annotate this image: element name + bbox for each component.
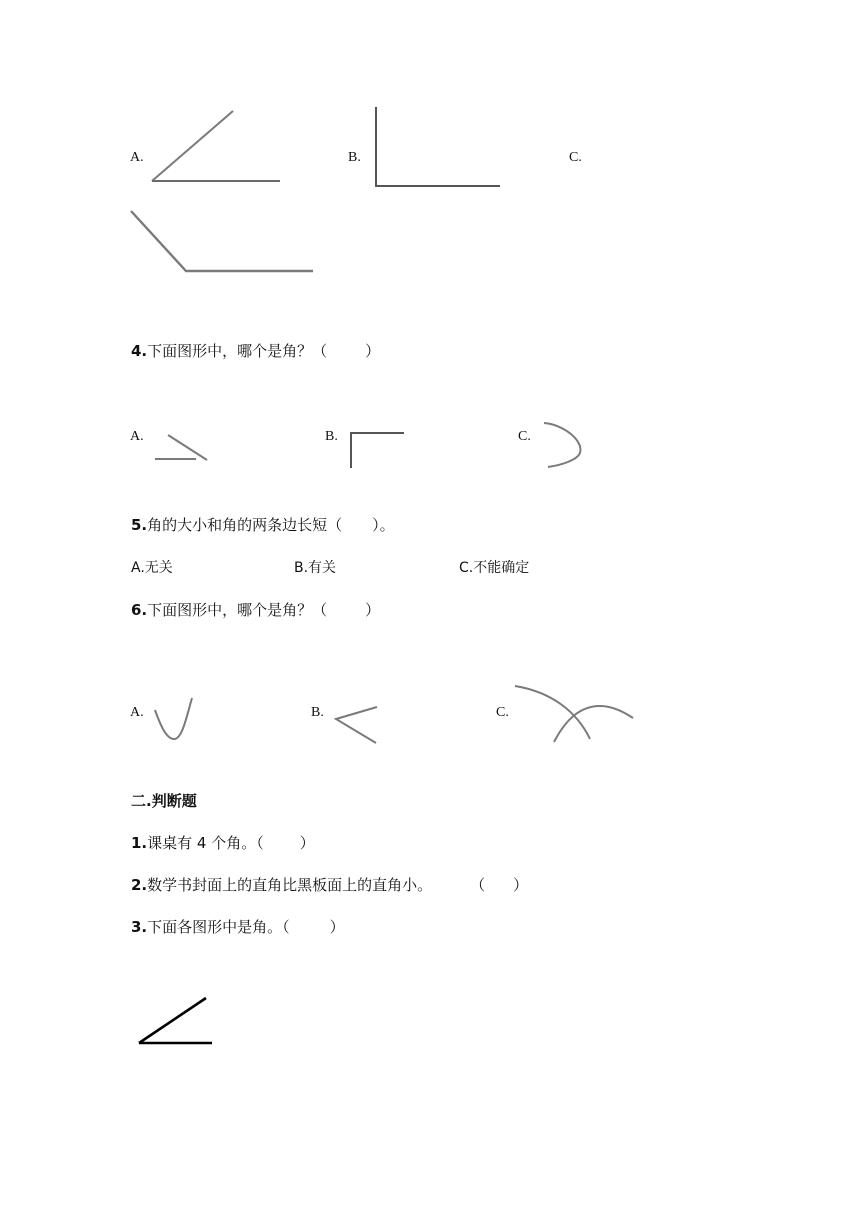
q3-option-b-right-angle-figure: [372, 104, 504, 190]
question-4-close: ）: [365, 342, 381, 360]
judgment-2-open: （: [470, 876, 486, 894]
q4-option-b-figure: [348, 430, 408, 470]
question-6-close: ）: [365, 601, 381, 619]
q4-option-c-curved-figure: [540, 418, 588, 470]
judgment-2-close: ）: [513, 876, 529, 894]
question-4: [131, 340, 380, 361]
judgment-3-close: ）: [329, 918, 345, 936]
judgment-2-number: 2.: [131, 876, 148, 894]
judgment-1-close: ）: [299, 834, 315, 852]
question-5-number: 5.: [131, 516, 148, 534]
judgment-2: [131, 874, 528, 895]
q4-option-b-label: B.: [325, 429, 338, 444]
judgment-3-number: 3.: [131, 918, 148, 936]
q6-option-a-label: A.: [130, 705, 144, 720]
judgment-1: [131, 832, 315, 853]
question-5-text: 角的大小和角的两条边长短（: [147, 516, 343, 534]
judgment-3-text: 下面各图形中是角。（: [147, 918, 290, 936]
q6-option-c-label: C.: [496, 705, 509, 720]
q3-option-a-angle-figure: [150, 108, 285, 188]
section-2-title: 二.判断题: [131, 792, 197, 810]
question-6: [131, 599, 380, 620]
q3-option-a-label: A.: [130, 150, 144, 165]
q4-option-a-figure: [152, 432, 212, 464]
q5-option-a[interactable]: A.无关: [131, 560, 173, 576]
q4-option-a-label: A.: [130, 429, 144, 444]
q6-option-c-crossing-curves-figure: [512, 682, 638, 746]
question-5: [131, 514, 395, 535]
judgment-1-number: 1.: [131, 834, 148, 852]
q5-option-b[interactable]: B.有关: [294, 560, 337, 576]
question-6-text: 下面图形中，哪个是角？（: [147, 601, 328, 619]
judgment-1-text: 课桌有 4 个角。（: [147, 834, 264, 852]
q6-option-b-angle-figure: [332, 704, 382, 746]
q6-option-b-label: B.: [311, 705, 324, 720]
question-5-close: ）。: [372, 516, 395, 534]
q5-option-c[interactable]: C.不能确定: [459, 560, 530, 576]
question-4-number: 4.: [131, 342, 148, 360]
judgment-3-angle-figure: [136, 995, 216, 1047]
question-6-number: 6.: [131, 601, 148, 619]
judgment-2-text: 数学书封面上的直角比黑板面上的直角小。: [147, 876, 433, 894]
question-4-text: 下面图形中，哪个是角？（: [147, 342, 328, 360]
q3-option-b-label: B.: [348, 150, 361, 165]
q4-option-c-label: C.: [518, 429, 531, 444]
q3-option-c-label: C.: [569, 150, 582, 165]
judgment-3: [131, 916, 345, 937]
q6-option-a-curved-figure: [150, 694, 198, 744]
q3-option-c-obtuse-angle-figure: [128, 208, 318, 276]
